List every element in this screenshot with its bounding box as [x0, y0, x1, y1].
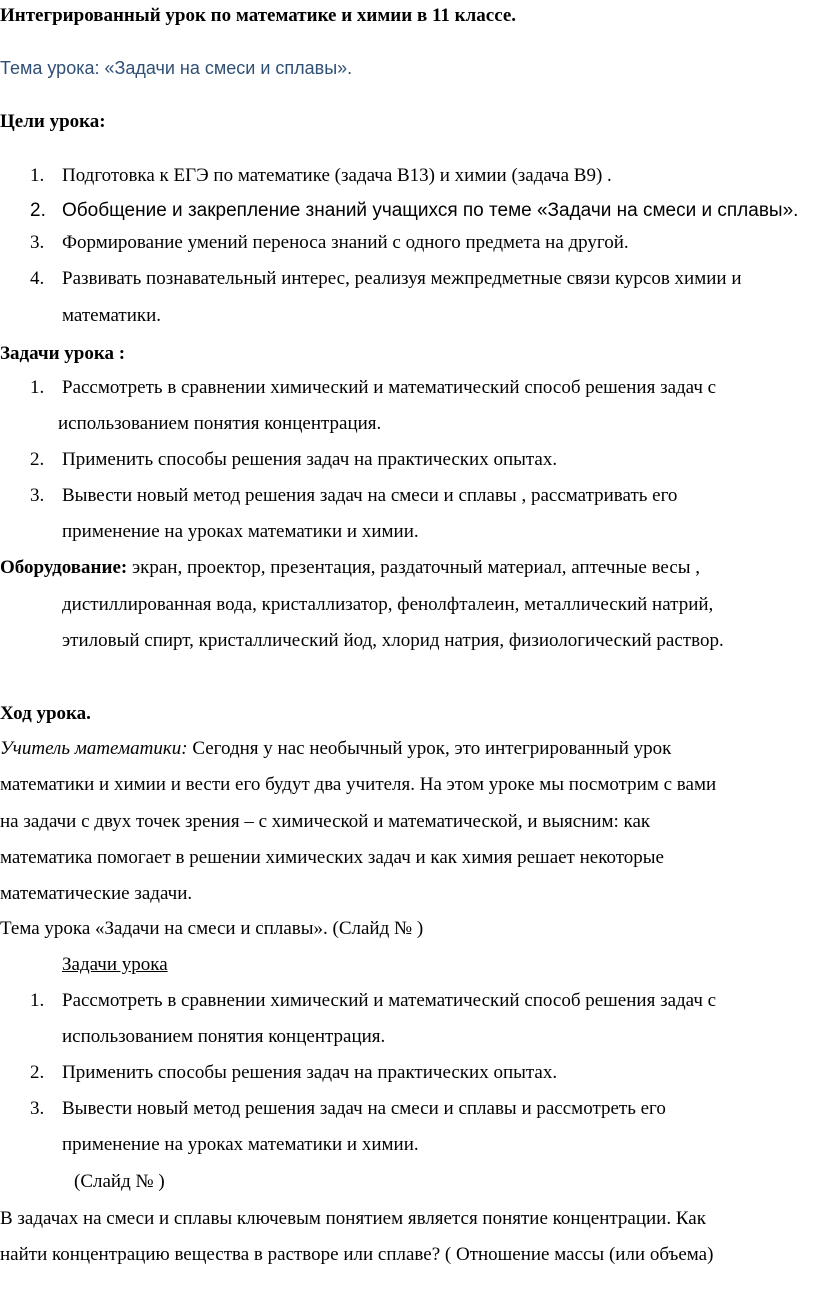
- equipment-text-continued: дистиллированная вода, кристаллизатор, фенолфталеин, металлический натрий,: [62, 594, 714, 615]
- lesson-paragraph-line: математика помогает в решении химических задач и как химия решает некоторые: [0, 847, 664, 868]
- equipment-text: экран, проектор, презентация, раздаточный материал, аптечные весы ,: [127, 557, 701, 578]
- lesson-task-number: 1.: [30, 990, 45, 1011]
- goal-number: 1.: [30, 165, 45, 186]
- lesson-heading: Ход урока.: [0, 703, 91, 724]
- lesson-paragraph-line: [0, 737, 671, 761]
- lesson-tasks-subheading: Задачи урока: [62, 954, 168, 975]
- lesson-paragraph-line: на задачи с двух точек зрения – с химической и математической, и выясним: как: [0, 811, 651, 832]
- goal-text: Подготовка к ЕГЭ по математике (задача В13) и химии (задача В9) .: [62, 165, 612, 186]
- lesson-paragraph-line: математики и химии и вести его будут два учителя. На этом уроке мы посмотрим с вами: [0, 774, 717, 795]
- lesson-task-text: Применить способы решения задач на практических опытах.: [62, 1062, 558, 1083]
- lesson-topic-line: Тема урока «Задачи на смеси и сплавы». (Слайд № ): [0, 918, 424, 939]
- goal-text-continued: математики.: [62, 305, 162, 326]
- task-number: 3.: [30, 485, 45, 506]
- goal-text: Обобщение и закрепление знаний учащихся по теме «Задачи на смеси и сплавы».: [62, 200, 799, 221]
- equipment-text-continued: этиловый спирт, кристаллический йод, хлорид натрия, физиологический раствор.: [62, 630, 724, 651]
- lesson-task-text-continued: использованием понятия концентрация.: [62, 1026, 386, 1047]
- lesson-topic: Тема урока: «Задачи на смеси и сплавы».: [0, 58, 353, 78]
- closing-paragraph-line: В задачах на смеси и сплавы ключевым понятием является понятие концентрации. Как: [0, 1208, 706, 1229]
- task-number: 1.: [30, 377, 45, 398]
- slide-reference: (Слайд № ): [74, 1171, 165, 1192]
- lesson-task-text: Рассмотреть в сравнении химический и математический способ решения задач с: [62, 990, 717, 1011]
- goal-number: 4.: [30, 268, 45, 289]
- goal-text: Развивать познавательный интерес, реализуя межпредметные связи курсов химии и: [62, 268, 742, 289]
- document-title: Интегрированный урок по математике и химии в 11 классе.: [0, 5, 517, 26]
- task-text: Рассмотреть в сравнении химический и математический способ решения задач с: [62, 377, 717, 398]
- goal-number: 3.: [30, 232, 45, 253]
- lesson-task-text-continued: применение на уроках математики и химии.: [62, 1134, 419, 1155]
- equipment-line: [0, 556, 700, 580]
- task-text-continued: применение на уроках математики и химии.: [62, 521, 419, 542]
- task-text: Применить способы решения задач на практических опытах.: [62, 449, 558, 470]
- task-number: 2.: [30, 449, 45, 470]
- task-text: Вывести новый метод решения задач на смеси и сплавы , рассматривать его: [62, 485, 678, 506]
- closing-paragraph-line: найти концентрацию вещества в растворе или сплаве? ( Отношение массы (или объема): [0, 1244, 714, 1265]
- goal-text: Формирование умений переноса знаний с одного предмета на другой.: [62, 232, 629, 253]
- equipment-label: Оборудование:: [0, 557, 128, 578]
- teacher-label: Учитель математики:: [0, 738, 188, 759]
- goal-number: 2.: [30, 200, 46, 221]
- lesson-task-number: 3.: [30, 1098, 45, 1119]
- tasks-heading: Задачи урока :: [0, 343, 126, 364]
- lesson-task-number: 2.: [30, 1062, 45, 1083]
- lesson-paragraph-text: Сегодня у нас необычный урок, это интегрированный урок: [187, 738, 672, 759]
- task-text-continued: использованием понятия концентрация.: [58, 413, 382, 434]
- goals-heading: Цели урока:: [0, 111, 106, 132]
- lesson-task-text: Вывести новый метод решения задач на смеси и сплавы и рассмотреть его: [62, 1098, 666, 1119]
- lesson-paragraph-line: математические задачи.: [0, 883, 193, 904]
